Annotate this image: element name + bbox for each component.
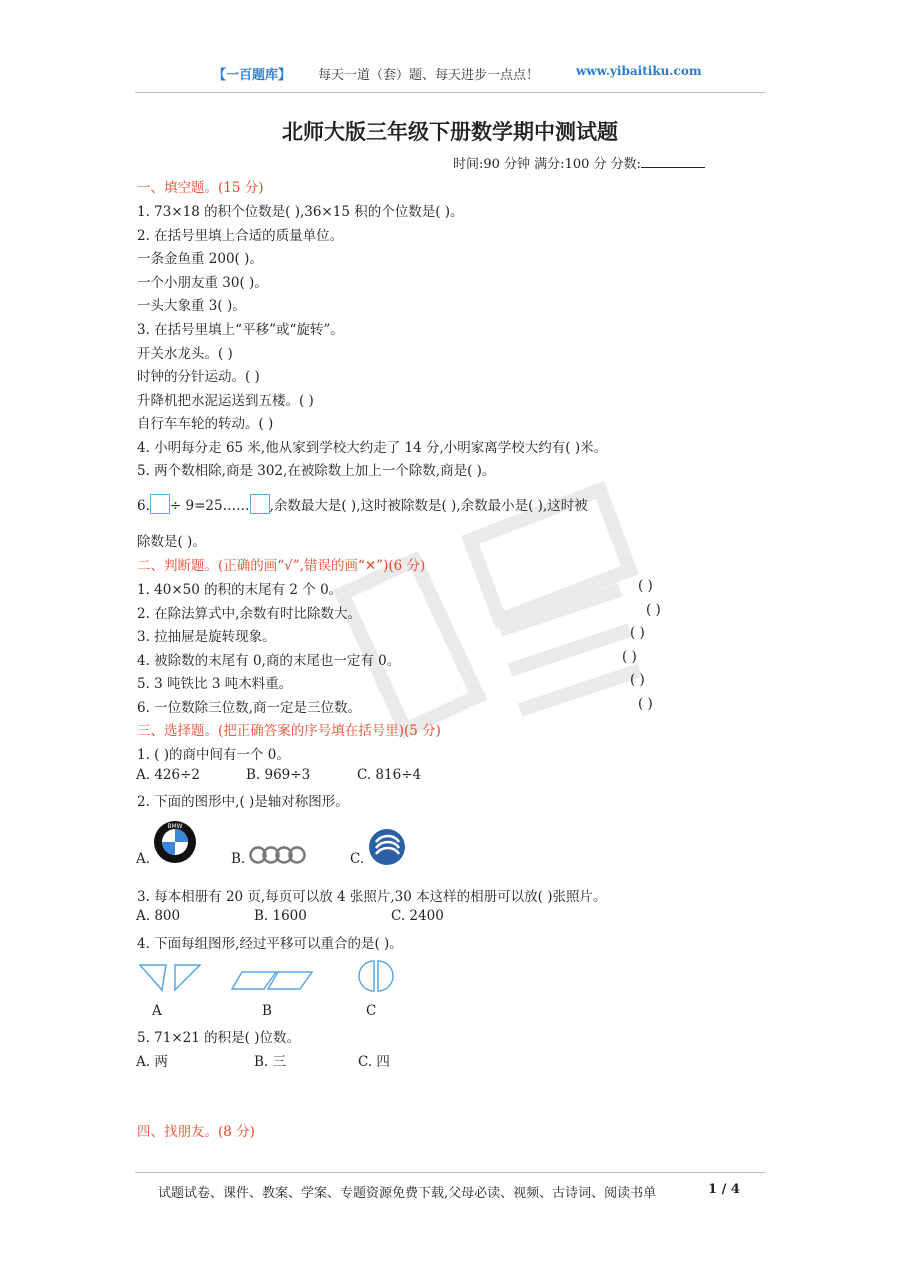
s3-q3-option-a[interactable]: A. 800 <box>136 908 181 924</box>
s3-q5-option-c[interactable]: C. 四 <box>358 1054 390 1070</box>
s1-q3a: 开关水龙头。( ) <box>137 346 233 362</box>
section-1-heading: 一、填空题。(15 分) <box>137 180 264 196</box>
s2-answer-2[interactable]: ( ) <box>646 602 661 618</box>
s2-answer-6[interactable]: ( ) <box>638 696 653 712</box>
s2-answer-3[interactable]: ( ) <box>630 625 645 641</box>
score-blank[interactable] <box>641 155 705 168</box>
header-rule <box>135 92 765 93</box>
s1-q3: 3. 在括号里填上“平移”或“旋转”。 <box>137 322 344 338</box>
s3-q4-option-c[interactable]: C <box>366 1003 377 1019</box>
bmw-logo-icon <box>153 820 197 864</box>
s3-q4-option-b[interactable]: B <box>262 1003 272 1019</box>
page-title: 北师大版三年级下册数学期中测试题 <box>282 120 618 144</box>
section-3-heading: 三、选择题。(把正确答案的序号填在括号里)(5 分) <box>137 723 441 739</box>
s3-q3-option-b[interactable]: B. 1600 <box>254 908 307 924</box>
s1-q6-mid: ÷ 9=25…… <box>169 498 250 514</box>
s2-answer-4[interactable]: ( ) <box>622 649 637 665</box>
s1-q2b: 一个小朋友重 30( )。 <box>137 275 268 291</box>
footer-rule <box>135 1172 765 1173</box>
s1-q6-cont: 除数是( )。 <box>137 534 206 550</box>
s3-q2-option-c[interactable]: C. <box>350 851 365 867</box>
s1-q1: 1. 73×18 的积个位数是( ),36×15 积的个位数是( )。 <box>137 204 464 220</box>
s1-q2: 2. 在括号里填上合适的质量单位。 <box>137 228 344 244</box>
section-4-heading: 四、找朋友。(8 分) <box>137 1124 255 1140</box>
audi-rings-icon <box>248 845 308 865</box>
header-url[interactable]: www.yibaitiku.com <box>576 64 702 78</box>
s2-item-3: 3. 拉抽屉是旋转现象。 <box>137 629 276 645</box>
s3-q1-option-a[interactable]: A. 426÷2 <box>136 767 200 783</box>
s2-item-6: 6. 一位数除三位数,商一定是三位数。 <box>137 700 361 716</box>
watermark-logo <box>300 430 680 850</box>
s1-q2c: 一头大象重 3( )。 <box>137 298 246 314</box>
section-2-heading: 二、判断题。(正确的画“√”,错误的画“✕”)(6 分) <box>137 558 426 574</box>
s3-q5-option-b[interactable]: B. 三 <box>254 1054 287 1070</box>
triangles-pair-icon <box>138 962 202 992</box>
s3-q5-option-a[interactable]: A. 两 <box>136 1054 168 1070</box>
s2-item-1: 1. 40×50 的积的末尾有 2 个 0。 <box>137 582 343 598</box>
s2-item-2: 2. 在除法算式中,余数有时比除数大。 <box>137 606 361 622</box>
header-brand: 【一百题库】 <box>213 68 292 83</box>
s1-q4: 4. 小明每分走 65 米,他从家到学校大约走了 14 分,小明家离学校大约有( )米。 <box>137 440 608 456</box>
header-slogan: 每天一道（套）题、每天进步一点点！ <box>318 68 540 83</box>
semicircles-pair-icon <box>357 959 395 993</box>
s3-q3-option-c[interactable]: C. 2400 <box>391 908 444 924</box>
s1-q3b: 时钟的分针运动。( ) <box>137 369 260 385</box>
s3-q4: 4. 下面每组图形,经过平移可以重合的是( )。 <box>137 936 403 952</box>
s2-item-5: 5. 3 吨铁比 3 吨木料重。 <box>137 676 293 692</box>
s3-q2-option-b[interactable]: B. <box>231 851 246 867</box>
s2-answer-5[interactable]: ( ) <box>630 672 645 688</box>
s1-q3d: 自行车车轮的转动。( ) <box>137 416 274 432</box>
s1-q6-post: ,余数最大是( ),这时被除数是( ),余数最小是( ),这时被 <box>269 498 588 514</box>
s2-answer-1[interactable]: ( ) <box>638 578 653 594</box>
page-number: 1 / 4 <box>708 1182 740 1197</box>
remainder-box[interactable] <box>250 494 270 514</box>
exam-meta <box>453 153 705 172</box>
s1-q6 <box>137 494 588 514</box>
dividend-box[interactable] <box>150 494 170 514</box>
s3-q5: 5. 71×21 的积是( )位数。 <box>137 1030 300 1046</box>
s2-item-4: 4. 被除数的末尾有 0,商的末尾也一定有 0。 <box>137 653 401 669</box>
s3-q1-option-b[interactable]: B. 969÷3 <box>246 767 311 783</box>
footer-text: 试题试卷、课件、教案、学案、专题资源免费下载,父母必读、视频、古诗词、阅读书单 <box>158 1186 657 1201</box>
s3-q2-option-a[interactable]: A. <box>136 851 151 867</box>
s1-q3c: 升降机把水泥运送到五楼。( ) <box>137 393 314 409</box>
s3-q4-option-a[interactable]: A <box>152 1003 162 1019</box>
s3-q1-option-c[interactable]: C. 816÷4 <box>357 767 422 783</box>
s3-q1: 1. ( )的商中间有一个 0。 <box>137 747 290 763</box>
s1-q6-pre: 6. <box>137 498 150 514</box>
s1-q2a: 一条金鱼重 200( )。 <box>137 251 263 267</box>
exam-meta-text: 时间:90 分钟 满分:100 分 分数: <box>453 157 642 172</box>
s1-q5: 5. 两个数相除,商是 302,在被除数上加上一个除数,商是( )。 <box>137 463 496 479</box>
china-mobile-logo-icon <box>368 828 406 866</box>
bmw-logo-text: BMW <box>167 823 183 830</box>
s3-q2: 2. 下面的图形中,( )是轴对称图形。 <box>137 794 349 810</box>
parallelograms-pair-icon <box>230 970 314 992</box>
s3-q3: 3. 每本相册有 20 页,每页可以放 4 张照片,30 本这样的相册可以放( )张照片。 <box>137 889 607 905</box>
